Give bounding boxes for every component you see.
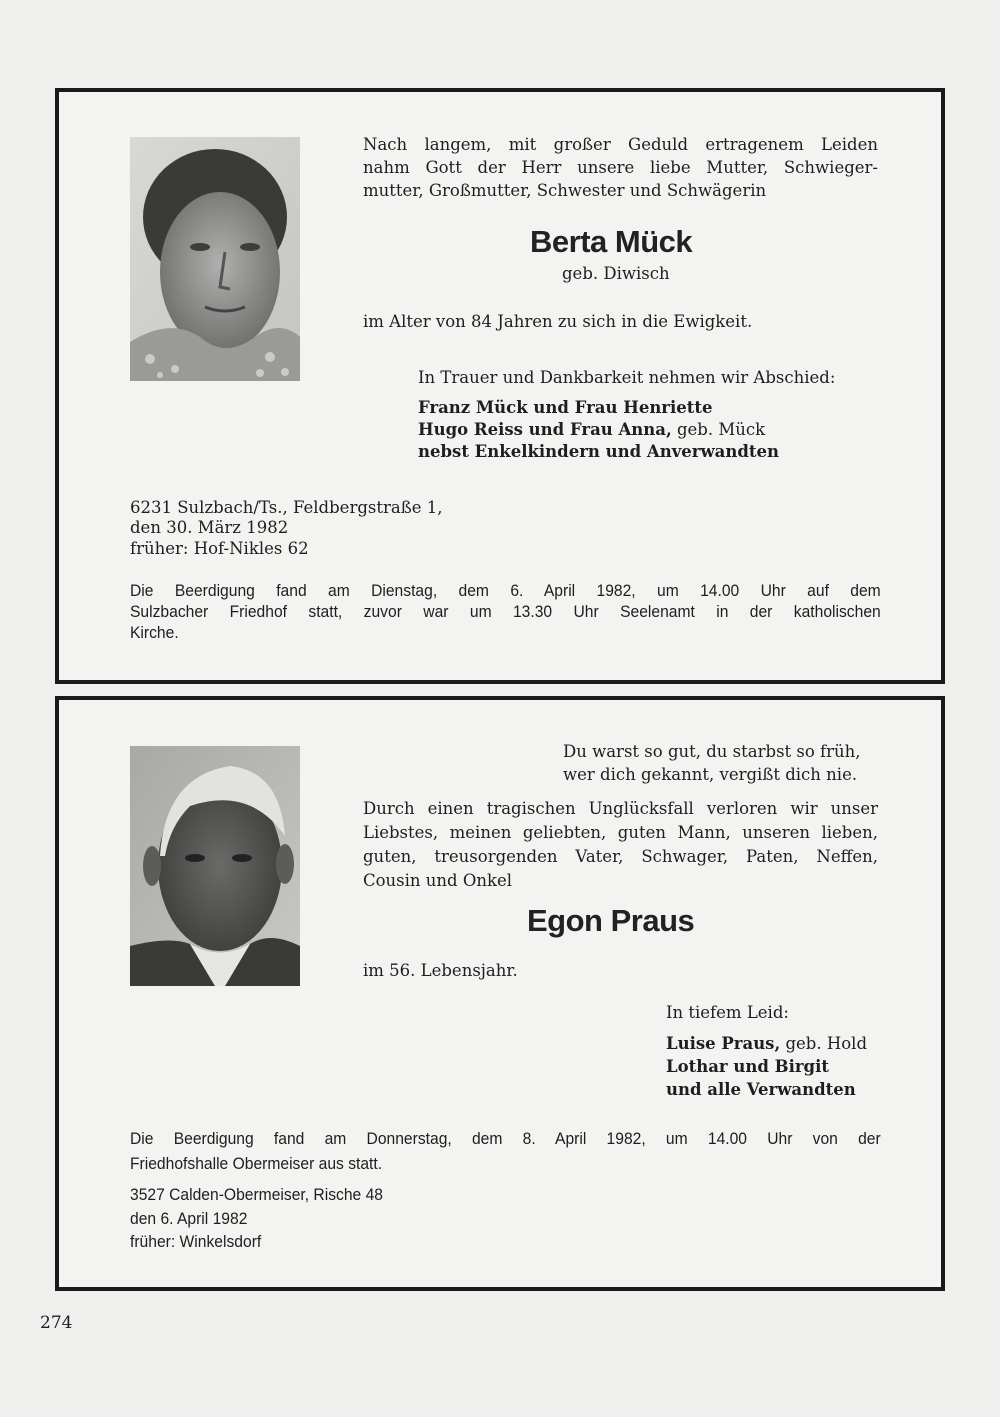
age-line: im Alter von 84 Jahren zu sich in die Ewigkeit. (363, 312, 753, 331)
funeral-line: Kirche. (130, 623, 179, 642)
mourner-line (666, 1032, 867, 1055)
intro-line: guten, treusorgenden Vater, Schwager, Paten, Neffen, (363, 847, 878, 866)
mourner-name: nebst Enkelkindern und Anverwandten (418, 442, 780, 461)
address-line: den 30. März 1982 (130, 518, 289, 537)
intro-line: Liebstes, meinen geliebten, guten Mann, unseren lieben, (363, 823, 878, 842)
mourner-name: Hugo Reiss und Frau Anna, (418, 420, 672, 439)
verse-line: wer dich gekannt, vergißt dich nie. (563, 765, 858, 784)
mourning-line: In tiefem Leid: (666, 1003, 789, 1022)
intro-line: Nach langem, mit großer Geduld ertragenem Leiden (363, 135, 878, 154)
intro-line: Cousin und Onkel (363, 871, 513, 890)
intro-line: nahm Gott der Herr unsere liebe Mutter, Schwieger- (363, 158, 878, 177)
mourner-name: Lothar und Birgit (666, 1057, 829, 1076)
age-line: im 56. Lebensjahr. (363, 961, 518, 980)
mourner-line (418, 396, 713, 419)
mourner-note: geb. Mück (671, 420, 766, 439)
deceased-name: Berta Mück (530, 224, 693, 259)
mourner-name: und alle Verwandten (666, 1080, 856, 1099)
verse-line: Du warst so gut, du starbst so früh, (563, 742, 861, 761)
page-number: 274 (40, 1313, 73, 1333)
funeral-line: Die Beerdigung fand am Dienstag, dem 6. April 1982, um 14.00 Uhr auf dem (130, 581, 881, 600)
portrait-woman-image (130, 137, 300, 381)
portrait-photo-man (130, 746, 300, 986)
portrait-photo-elderly-woman (130, 137, 300, 381)
funeral-line: Friedhofshalle Obermeiser aus statt. (130, 1154, 383, 1173)
address-line: früher: Hof-Nikles 62 (130, 539, 309, 558)
intro-line: Durch einen tragischen Unglücksfall verloren wir unser (363, 799, 878, 818)
mourner-note: geb. Hold (780, 1034, 868, 1053)
address-line: 3527 Calden-Obermeiser, Rische 48 (130, 1185, 383, 1204)
mourning-line: In Trauer und Dankbarkeit nehmen wir Abschied: (418, 368, 836, 387)
intro-line: mutter, Großmutter, Schwester und Schwägerin (363, 181, 767, 200)
mourner-line (666, 1078, 856, 1101)
portrait-man-image (130, 746, 300, 986)
funeral-line: Die Beerdigung fand am Donnerstag, dem 8. April 1982, um 14.00 Uhr von der (130, 1129, 881, 1148)
address-line: 6231 Sulzbach/Ts., Feldbergstraße 1, (130, 498, 443, 517)
mourner-name: Franz Mück und Frau Henriette (418, 398, 713, 417)
mourner-line (418, 440, 779, 463)
funeral-line: Sulzbacher Friedhof statt, zuvor war um 13.30 Uhr Seelenamt in der katholischen (130, 602, 881, 621)
mourner-line (666, 1055, 829, 1078)
maiden-name: geb. Diwisch (562, 264, 670, 283)
mourner-line (418, 418, 765, 441)
address-line: den 6. April 1982 (130, 1209, 248, 1228)
address-line: früher: Winkelsdorf (130, 1232, 262, 1251)
mourner-name: Luise Praus, (666, 1034, 781, 1053)
deceased-name: Egon Praus (527, 903, 695, 938)
